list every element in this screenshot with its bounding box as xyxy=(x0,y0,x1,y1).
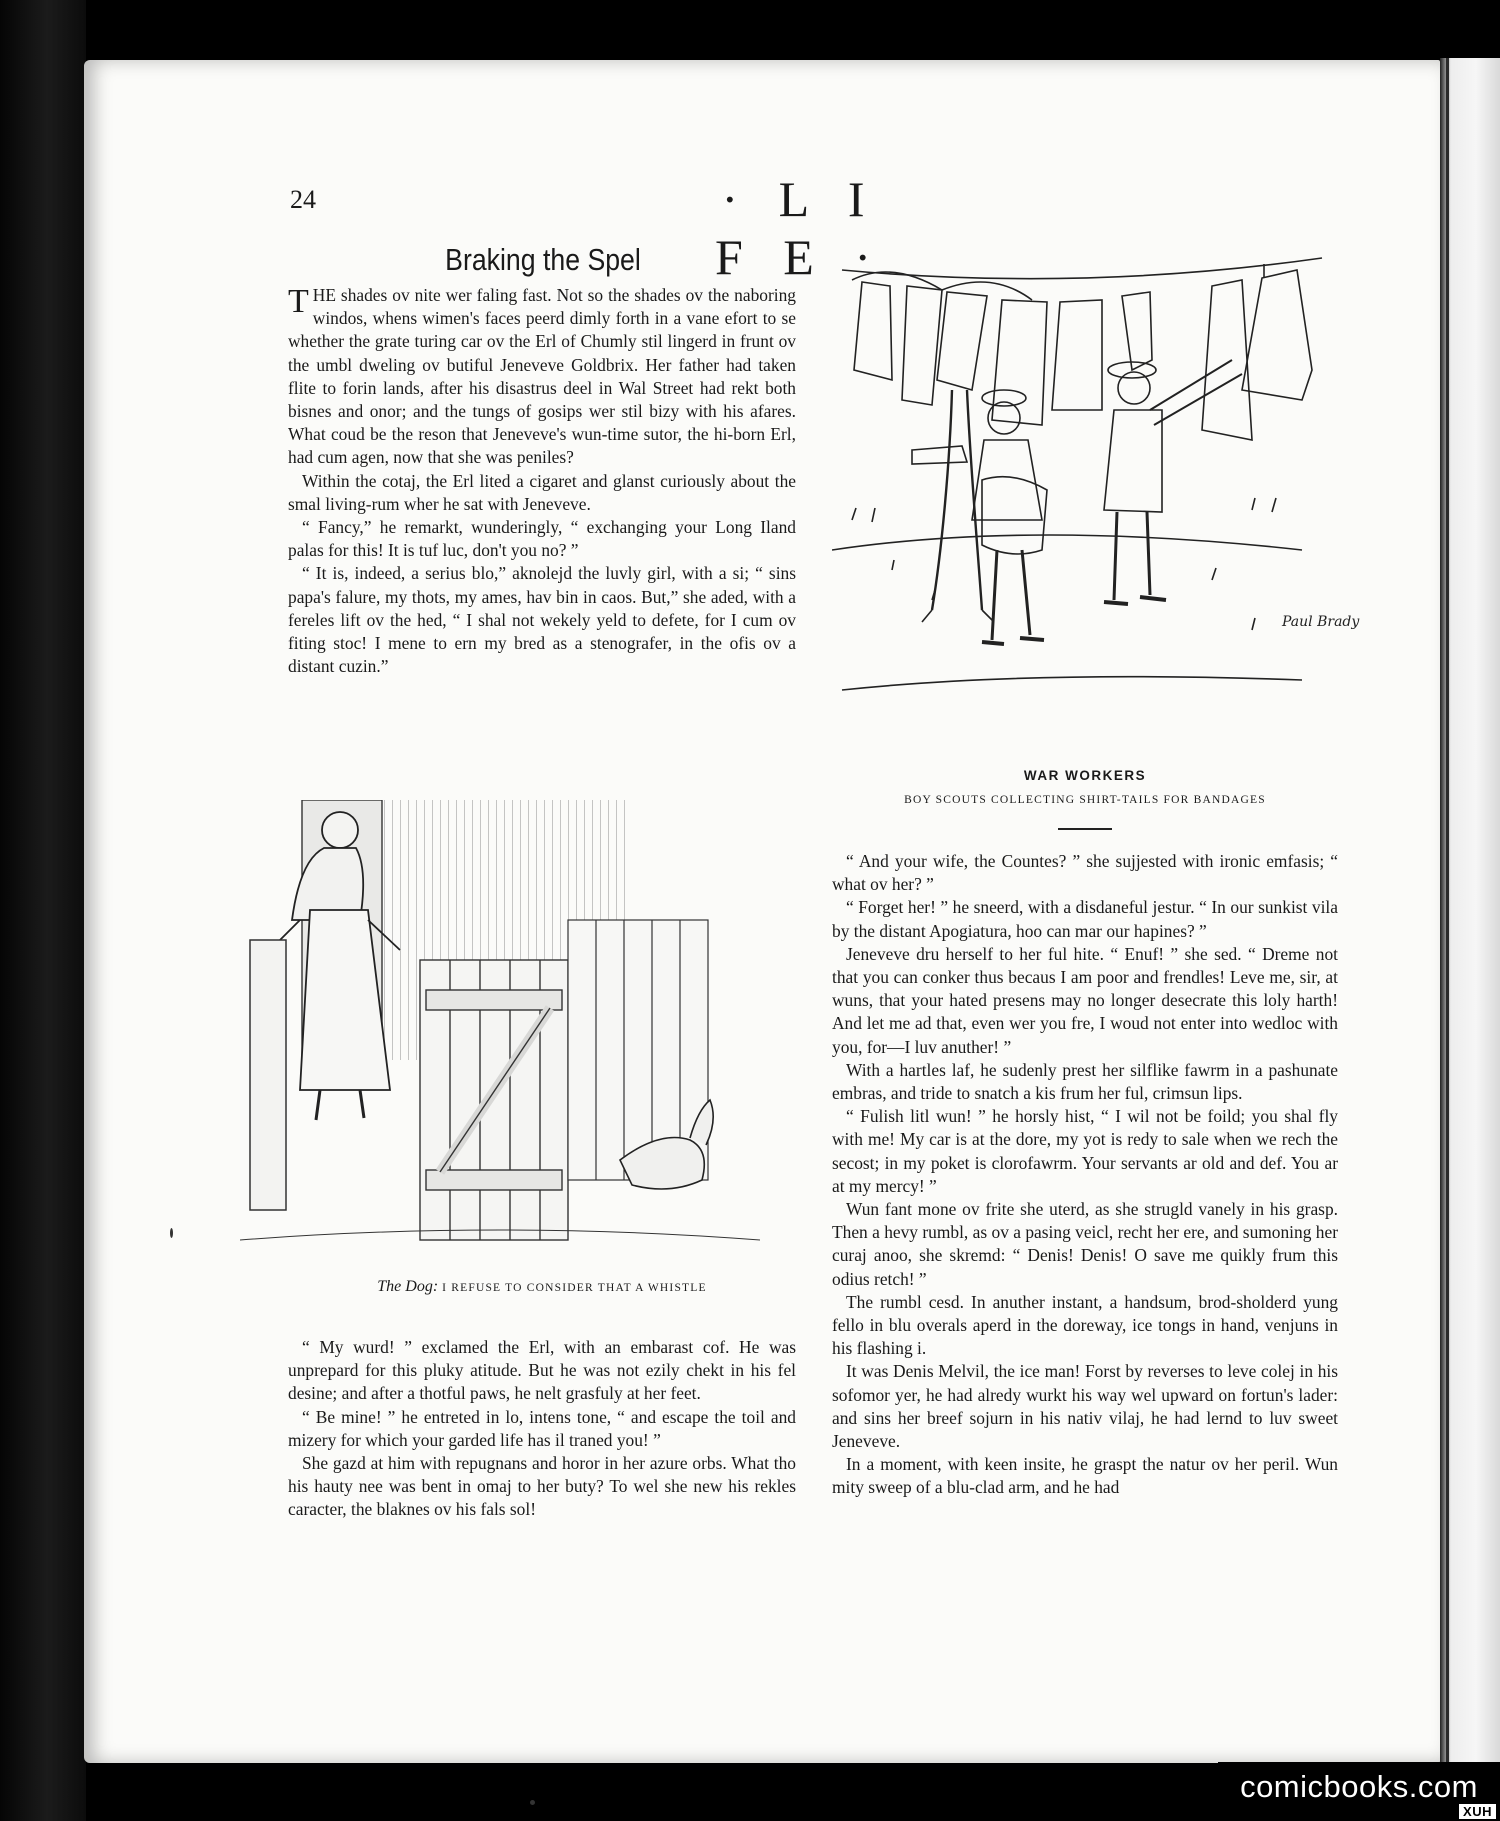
paragraph: The rumbl cesd. In anuther instant, a handsum, brod-sholderd yung fello in blu overals aperd in the doreway, ice tongs in hand, venjuns in his flashing i. xyxy=(832,1291,1338,1359)
drop-cap: T xyxy=(288,283,309,320)
masthead-life: · L I F E · xyxy=(715,171,885,285)
caption-line: I REFUSE TO CONSIDER THAT A WHISTLE xyxy=(442,1282,707,1294)
caption-rule xyxy=(1058,828,1112,830)
article-column-left-top xyxy=(288,284,796,678)
paragraph: “ Fulish litl wun! ” he horsly hist, “ I wil not be foild; you shal fly with me! My car is at the dore, my yot is redy to sale when we rech the secost; in my poket is clorofawrm. Your servants ar old and def. You ar at my mercy! ” xyxy=(832,1106,1338,1196)
caption-speaker: The Dog: xyxy=(377,1278,439,1295)
scan-speck xyxy=(530,1800,535,1805)
caption-title: WAR WORKERS xyxy=(1023,768,1147,783)
page-number: 24 xyxy=(290,185,316,214)
article-title: Braking the Spel xyxy=(445,242,641,277)
paragraph: Wun fant mone ov frite she uterd, as she strugld vanely in his grasp. Then a hevy rumbl, as ov a pasing veicl, recht her ere, and sumoning her curaj anoo, she skremd: “ Denis! Denis! O save me quikly frum this odius retch! ” xyxy=(832,1199,1338,1289)
illustration-war-workers xyxy=(832,250,1406,750)
paragraph: It was Denis Melvil, the ice man! Forst by reverses to leve colej in his sofomor yer, he had alredy wurkt his way wel upward on fortun's lader: and sins her breef sojurn in his nativ vilaj, he had lernd to luv sweet Jeneveve. xyxy=(832,1361,1338,1452)
artist-signature: Paul Brady xyxy=(1282,614,1360,630)
illustration-dog-whistle xyxy=(240,800,760,1260)
scan-speck xyxy=(170,1228,173,1238)
caption-subtitle: BOY SCOUTS COLLECTING SHIRT-TAILS FOR BANDAGES xyxy=(904,794,1266,806)
paragraph: “ Be mine! ” he entreted in lo, intens tone, “ and escape the toil and mizery for which your garded life has il traned you! ” xyxy=(288,1406,796,1450)
paragraph: Jeneveve dru herself to her ful hite. “ Enuf! ” she sed. “ Dreme not that you can conker thus becaus I am poor and frendles! Leve me, sir, at wuns, that your hated presens may no longer desecrate this loly harth! And let me ad that, even wer you fre, I woud not enter into wedloc with you, for—I luv anuther! ” xyxy=(832,943,1338,1057)
paragraph: “ And your wife, the Countes? ” she sujjested with ironic emfasis; “ what ov her? ” xyxy=(832,851,1338,895)
paragraph: She gazd at him with repugnans and horor in her azure orbs. What tho his hauty nee was bent in omaj to her buty? To wel she new his rekles caracter, the blaknes ov his fals sol! xyxy=(288,1453,796,1520)
paragraph: “ Fancy,” he remarkt, wunderingly, “ exchanging your Long Iland palas for this! It is tuf luc, don't you no? ” xyxy=(288,517,796,561)
paragraph: “ My wurd! ” exclamed the Erl, with an embarast cof. He was unprepard for this pluky atitude. But he was not ezily chekt in his fel desine; and after a thotful paws, he nelt grasfuly at her feet. xyxy=(288,1337,796,1404)
article-column-right xyxy=(832,850,1338,1500)
next-page-edge xyxy=(1440,58,1500,1763)
caption-dog xyxy=(288,1278,796,1296)
paragraph: In a moment, with keen insite, he graspt the natur ov her peril. Wun mity sweep of a blu-clad arm, and he had xyxy=(832,1454,1338,1498)
paragraph: “ Forget her! ” he sneerd, with a disdaneful jestur. “ In our sunkist vila by the distant Apogiatura, hoo can mar our hapines? ” xyxy=(832,897,1338,941)
site-watermark: comicbooks.com XUH xyxy=(1218,1762,1500,1821)
scan-border-left xyxy=(0,0,86,1821)
watermark-badge: XUH xyxy=(1459,1804,1496,1819)
paragraph: “ It is, indeed, a serius blo,” aknolejd the luvly girl, with a si; “ sins papa's falure, my thots, my ames, hav bin in caos. But,” she aded, with a fereles lift ov the hed, “ I shal not wekely yeld to defete, for I cum ov fiting stoc! I mene to ern my bred as a stenografer, in the ofis ov a distant cuzin.” xyxy=(288,563,796,677)
paragraph: Within the cotaj, the Erl lited a cigaret and glanst curiously about the smal living-rum wher he sat with Jeneveve. xyxy=(288,470,796,514)
paragraph: THE shades ov nite wer faling fast. Not so the shades ov the naboring windos, whens wimen's faces peerd dimly forth in a vane efort to se whether the grate turing car ov the Erl of Chumly stil lingerd in frunt ov the umbl dweling ov butiful Jeneveve Goldbrix. Her father had taken flite to forin lands, after his disastrus deel in Wal Street had rekt both bisnes and onor; and the tungs of gosips wer stil bizy with his afares. What coud be the reson that Jeneveve's wun-time sutor, the hi-born Erl, had cum agen, now that she was peniles? xyxy=(288,283,796,468)
paragraph: With a hartles laf, he sudenly prest her silflike fawrm in a pashunate embras, and tride to snatch a kis frum her ful, crimsun lips. xyxy=(832,1059,1338,1104)
article-column-left-bottom xyxy=(288,1336,796,1522)
